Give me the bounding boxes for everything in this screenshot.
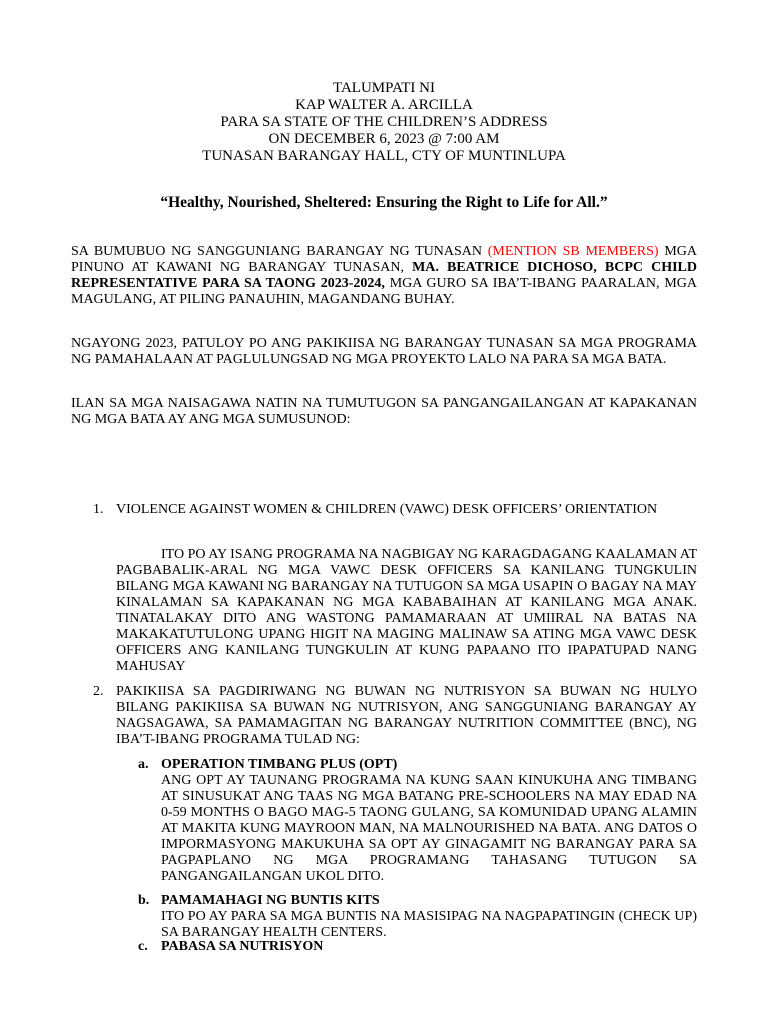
list-item-1-title: VIOLENCE AGAINST WOMEN & CHILDREN (VAWC) DESK OFFICERS’ ORIENTATION	[116, 502, 658, 517]
header-line-venue: TUNASAN BARANGAY HALL, CTY OF MUNTINLUPA	[202, 148, 566, 164]
greeting-part-2: MGA PINUNO AT KAWANI NG BARANGAY TUNASAN,	[71, 244, 697, 275]
subitem-b-letter: b.	[138, 893, 150, 908]
subitem-b-description: ITO PO AY PARA SA MGA BUNTIS NA MASISIPAG NA NAGPAPATINGIN (CHECK UP) SA BARANGAY HEALTH CENTERS.	[161, 909, 697, 940]
list-item-2	[93, 684, 697, 748]
subitem-b	[138, 893, 697, 941]
list-number-2: 2.	[93, 684, 104, 699]
list-item-1-description: ITO PO AY ISANG PROGRAMA NA NAGBIGAY NG KARAGDAGANG KAALAMAN AT PAGBABALIK-ARAL NG MGA VAWC DESK OFFICERS SA KANILANG TUNGKULIN BILANG MGA KAWANI NG BARANGAY NA TUTUGON SA MGA USAPIN O BAGAY NA MAY KINALAMAN SA KAPAKANAN NG MGA KABABAIHAN AT KANILANG MGA ANAK. TINATALAKAY DITO ANG WASTONG PAMAMARAAN AT UMIIRAL NA BATAS NA MAKAKATUTULONG UPANG HIGIT NA MAGING MALINAW SA ATING MGA VAWC DESK OFFICERS ANG KANILANG TUNGKULIN AT KUNG PAPAANO ITO IPAPATUPAD NANG MAHUSAY	[116, 547, 697, 674]
subitem-a	[138, 757, 697, 885]
subitem-a-description: ANG OPT AY TAUNANG PROGRAMA NA KUNG SAAN KINUKUHA ANG TIMBANG AT SINUSUKAT ANG TAAS NG MGA BATANG PRE-SCHOOLERS NA MAY EDAD NA 0-59 MONTHS O BAGO MAG-5 TAONG GULANG, SA KOMUNIDAD UPANG ALAMIN AT MAKITA KUNG MAYROON MAN, NA MALNOURISHED NA BATA. ANG DATOS O IMPORMASYONG MAKUKUHA SA OPT AY GINAGAMIT NG BARANGAY PARA SA PAGPAPLANO NG MGA PROGRAMANG TAHASANG TUTUGON SA PANGANGAILANGAN UKOL DITO.	[161, 773, 697, 884]
subitem-a-title: OPERATION TIMBANG PLUS (OPT)	[161, 757, 398, 772]
greeting-red-note: (MENTION SB MEMBERS)	[487, 244, 659, 259]
subitem-b-title: PAMAMAHAGI NG BUNTIS KITS	[161, 893, 380, 908]
header-line-date: ON DECEMBER 6, 2023 @ 7:00 AM	[268, 131, 500, 147]
header-line-speaker: KAP WALTER A. ARCILLA	[295, 97, 473, 113]
greeting-bold-name: MA. BEATRICE DICHOSO, BCPC CHILD REPRESENTATIVE PARA SA TAONG 2023-2024,	[71, 260, 697, 291]
speech-theme: “Healthy, Nourished, Sheltered: Ensuring the Right to Life for All.”	[160, 194, 608, 211]
header-line-event: PARA SA STATE OF THE CHILDREN’S ADDRESS	[220, 114, 548, 130]
greeting-part-3: MGA GURO SA IBA’T-IBANG PAARALAN, MGA MAGULANG, AT PILING PANAUHIN, MAGANDANG BUHAY.	[71, 276, 697, 307]
paragraph-2: NGAYONG 2023, PATULOY PO ANG PAKIKIISA NG BARANGAY TUNASAN SA MGA PROGRAMA NG PAMAHALAAN AT PAGLULUNGSAD NG MGA PROYEKTO LALO NA PARA SA MGA BATA.	[71, 336, 697, 367]
greeting-paragraph	[71, 244, 697, 308]
subitem-a-letter: a.	[138, 757, 149, 772]
subitem-c	[138, 939, 697, 955]
subitem-c-title: PABASA SA NUTRISYON	[161, 939, 324, 954]
list-item-1	[93, 502, 697, 518]
speech-header	[0, 80, 768, 165]
greeting-part-1: SA BUMUBUO NG SANGGUNIANG BARANGAY NG TUNASAN	[71, 244, 488, 259]
header-line-title: TALUMPATI NI	[333, 80, 435, 96]
list-number-1: 1.	[93, 502, 104, 517]
subitem-c-letter: c.	[138, 939, 148, 954]
list-item-2-title: PAKIKIISA SA PAGDIRIWANG NG BUWAN NG NUTRISYON SA BUWAN NG HULYO BILANG PAKIKIISA SA BUWAN NG NUTRISYON, ANG SANGGUNIANG BARANGAY AY NAGSAGAWA, SA PAMAMAGITAN NG BARANGAY NUTRITION COMMITTEE (BNC), NG IBA’T-IBANG PROGRAMA TULAD NG:	[116, 684, 697, 747]
paragraph-3: ILAN SA MGA NAISAGAWA NATIN NA TUMUTUGON SA PANGANGAILANGAN AT KAPAKANAN NG MGA BATA AY ANG MGA SUMUSUNOD:	[71, 396, 697, 427]
